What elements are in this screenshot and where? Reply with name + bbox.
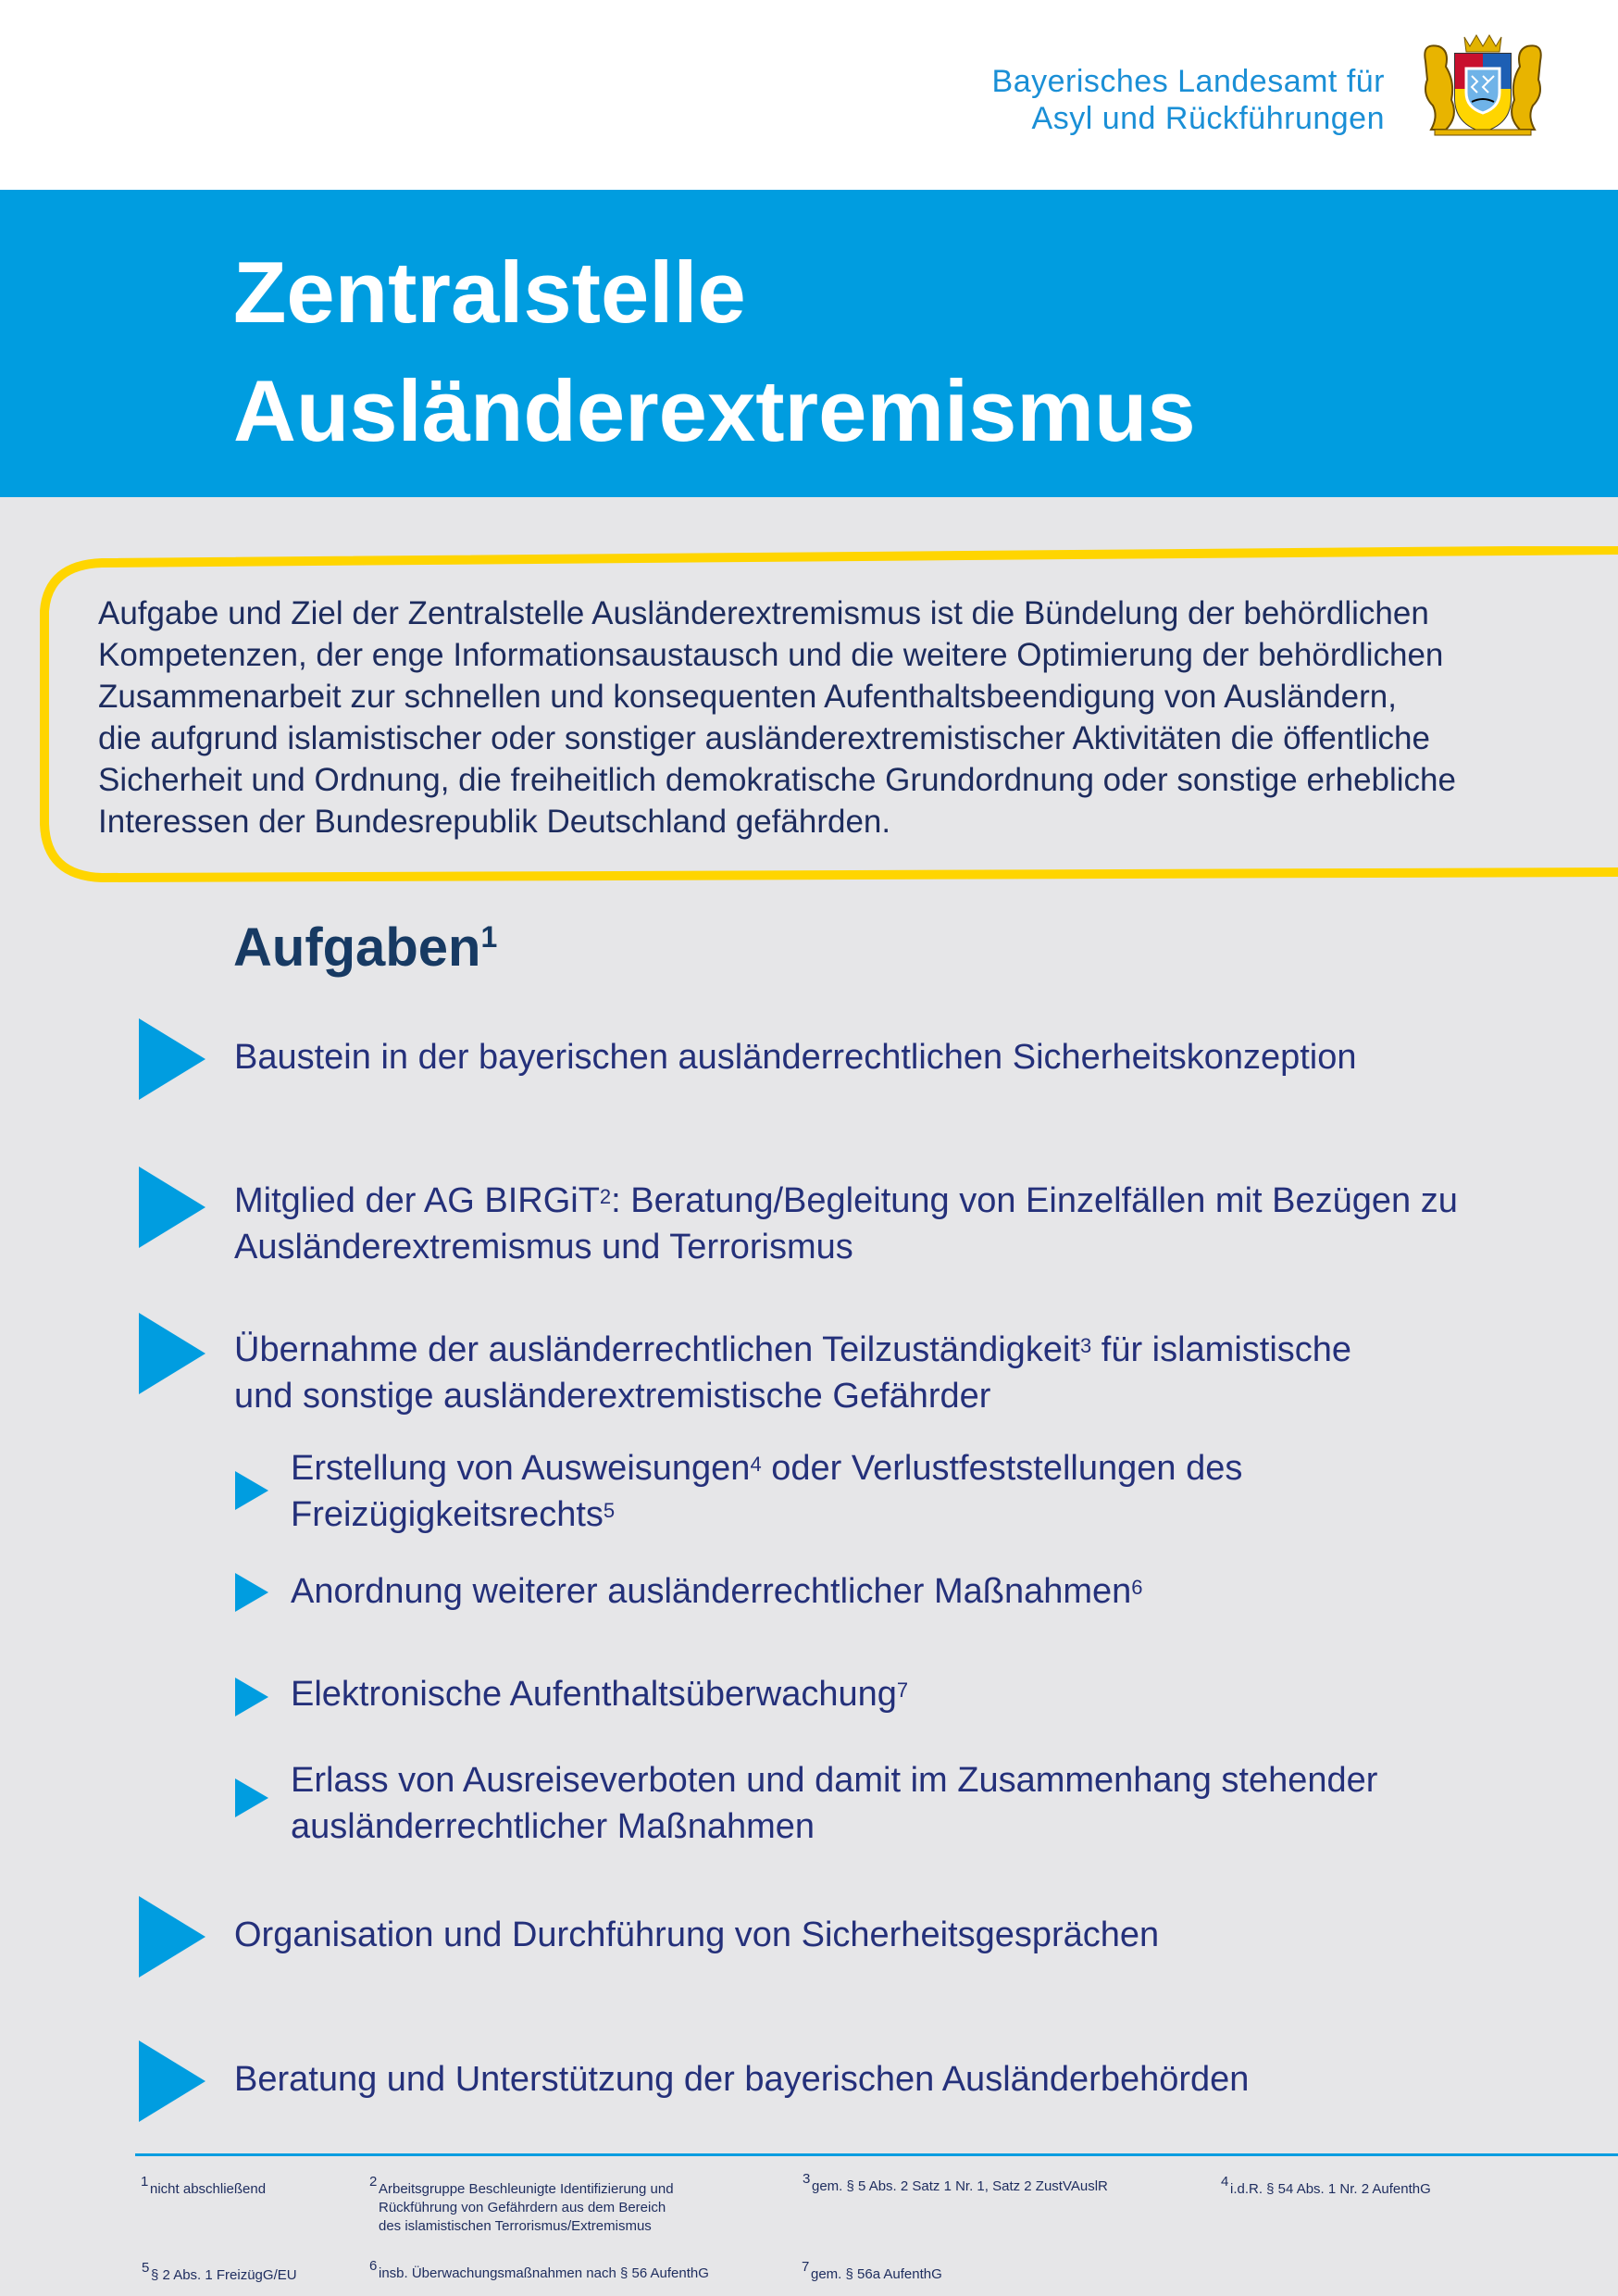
footnote [802,2259,942,2284]
intro-paragraph [98,593,1579,842]
triangle-bullet-icon [139,2040,205,2122]
footnote-ref: 3 [1079,1334,1092,1357]
tasks-heading [233,917,497,979]
triangle-bullet-icon [139,1018,205,1100]
task-item [234,1178,1458,1270]
triangle-bullet-icon [235,1678,268,1716]
footnote [369,2258,709,2283]
footnote [141,2174,267,2199]
task-item-text: Ausländerextremismus und Terrorismus [234,1228,853,1267]
task-item-text: Mitglied der AG BIRGiT [234,1181,600,1220]
agency-line-1: Bayerisches Landesamt für [991,64,1385,99]
footnote-number: 4 [1221,2174,1229,2190]
footnote-text: nicht abschließend [150,2181,267,2197]
intro-line: Interessen der Bundesrepublik Deutschland gefährden. [98,804,891,840]
task-subitem-text: Erstellung von Ausweisungen [291,1449,751,1488]
task-item-text: Beratung und Unterstützung der bayerischen Ausländerbehörden [234,2060,1250,2099]
footnote [369,2174,674,2236]
task-subitem [291,1757,1377,1850]
footnote-number: 2 [369,2174,378,2190]
footnote-text: insb. Überwachungsmaßnahmen nach § 56 AufenthG [379,2265,709,2281]
task-subitem [291,1445,1242,1538]
page-title [233,233,1196,470]
intro-line: Sicherheit und Ordnung, die freiheitlich demokratische Grundordnung oder sonstige erhebliche [98,762,1456,798]
task-subitem-text: Anordnung weiterer ausländerrechtlicher Maßnahmen [291,1572,1132,1611]
footnote-text: Arbeitsgruppe Beschleunigte Identifizierung und [379,2181,674,2197]
task-item-text: Übernahme der ausländerrechtlichen Teilzuständigkeit [234,1330,1080,1369]
footnote-ref: 7 [896,1678,909,1702]
triangle-bullet-icon [235,1471,268,1510]
footnote-ref: 2 [599,1185,612,1208]
footnote-number: 7 [802,2259,810,2275]
task-item [234,1327,1351,1419]
header [0,0,1618,190]
task-subitem-text: Erlass von Ausreiseverboten und damit im Zusammenhang stehender [291,1761,1378,1800]
footnote-number: 3 [803,2171,811,2187]
footnote-number: 1 [141,2174,149,2190]
footnote [1221,2174,1431,2199]
task-subitem-text: ausländerrechtlicher Maßnahmen [291,1807,815,1846]
footnote-text: gem. § 56a AufenthG [811,2266,942,2282]
footnote-ref: 5 [603,1499,616,1522]
triangle-bullet-icon [139,1313,205,1394]
task-item-text: für islamistische [1091,1330,1352,1369]
intro-line: Aufgabe und Ziel der Zentralstelle Ausländerextremismus ist die Bündelung der behördlichen [98,595,1429,631]
footnote [142,2260,297,2285]
task-item-text: Baustein in der bayerischen ausländerrechtlichen Sicherheitskonzeption [234,1038,1357,1077]
footnote-text: gem. § 5 Abs. 2 Satz 1 Nr. 1, Satz 2 ZustVAuslR [812,2178,1108,2194]
footnote-text: Rückführung von Gefährdern aus dem Bereich [379,2200,666,2215]
tasks-heading-text: Aufgaben [233,917,481,978]
footnote-ref: 6 [1131,1576,1143,1599]
footnote-number: 5 [142,2260,150,2276]
triangle-bullet-icon [139,1167,205,1248]
task-item [234,2056,1249,2103]
agency-name [992,63,1385,137]
intro-line: die aufgrund islamistischer oder sonstiger ausländerextremistischer Aktivitäten die öffentliche [98,720,1430,756]
bavaria-coat-of-arms-icon [1418,33,1548,137]
triangle-bullet-icon [139,1896,205,1978]
footnote-divider [135,2153,1618,2156]
footnote [803,2171,1108,2196]
task-item-text: Organisation und Durchführung von Sicherheitsgesprächen [234,1915,1160,1954]
task-item-text: und sonstige ausländerextremistische Gefährder [234,1377,991,1416]
task-subitem-text: Elektronische Aufenthaltsüberwachung [291,1675,897,1714]
triangle-bullet-icon [235,1573,268,1612]
task-subitem [291,1568,1143,1615]
footnote-text: i.d.R. § 54 Abs. 1 Nr. 2 AufenthG [1230,2181,1431,2197]
page-title-line-1: Zentralstelle [233,243,746,341]
task-subitem-text: Freizügigkeitsrechts [291,1495,604,1534]
task-subitem-text: oder Verlustfeststellungen des [761,1449,1243,1488]
footnote-text: § 2 Abs. 1 FreizügG/EU [151,2267,297,2283]
footnote-ref: 1 [480,920,498,954]
page-title-line-2: Ausländerextremismus [233,362,1196,459]
footnote-ref: 4 [750,1453,762,1476]
intro-line: Zusammenarbeit zur schnellen und konsequenten Aufenthaltsbeendigung von Ausländern, [98,679,1397,715]
task-item [234,1912,1159,1958]
task-subitem [291,1671,908,1717]
triangle-bullet-icon [235,1778,268,1817]
footnote-number: 6 [369,2258,378,2274]
footnote-text: des islamistischen Terrorismus/Extremismus [379,2218,652,2234]
intro-line: Kompetenzen, der enge Informationsaustausch und die weitere Optimierung der behördlichen [98,637,1444,673]
task-item [234,1034,1357,1080]
agency-line-2: Asyl und Rückführungen [1031,101,1385,136]
task-item-text: : Beratung/Begleitung von Einzelfällen mit Bezügen zu [611,1181,1458,1220]
